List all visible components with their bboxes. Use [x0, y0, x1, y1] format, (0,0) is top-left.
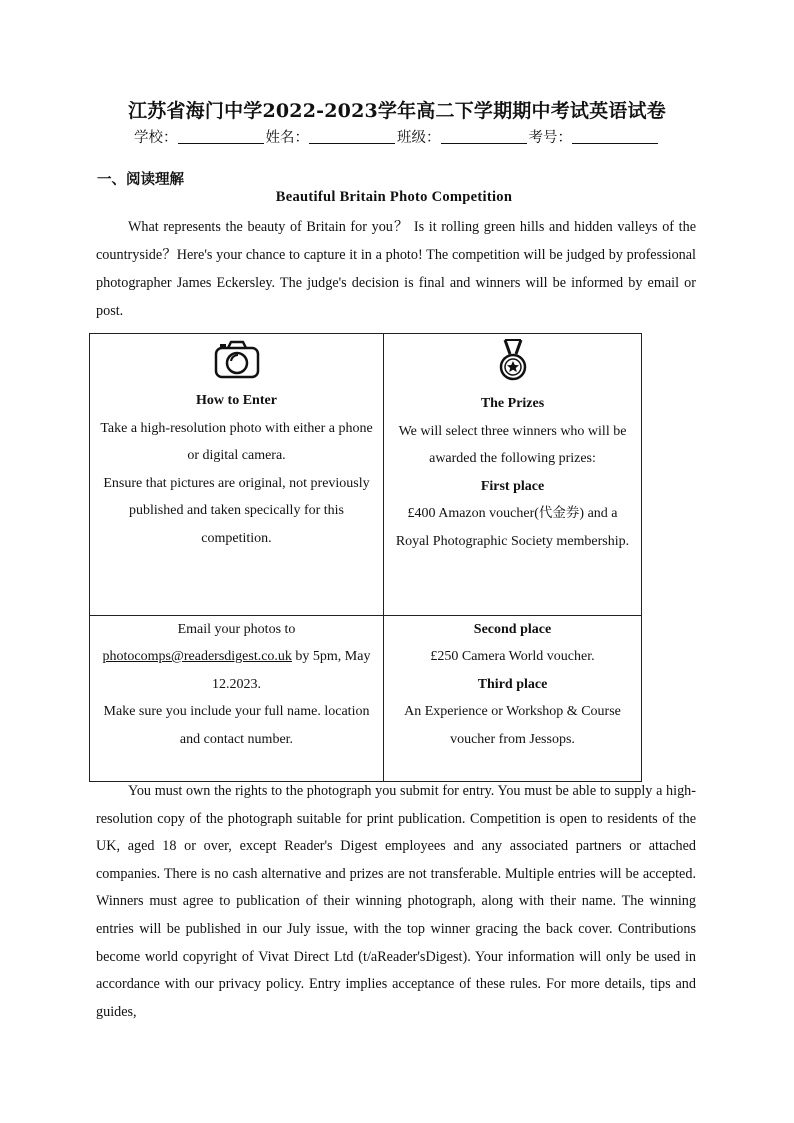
- third-place-text-2: voucher from Jessops.: [450, 731, 575, 747]
- exam-title: 江苏省海门中学2022-2023学年高二下学期期中考试英语试卷: [128, 100, 666, 122]
- email-requirements: Make sure you include your full name. location and contact number.: [103, 704, 370, 747]
- class-blank: [441, 129, 527, 144]
- number-blank: [572, 129, 658, 144]
- section-heading: 一、阅读理解: [97, 172, 184, 188]
- rules-paragraph: You must own the rights to the photograph you submit for entry. You must be able to supply a high-resolution copy of the photograph suitable for print publication. Competition is open to residents of the UK, aged 18 or over, except Reader's Digest employees and any associated partners or attached companies. There is no cash alternative and prizes are not transferable. Multiple entries will be accepted. Winners must agree to publication of their winning photograph, along with their name. The winning entries will be published in our July issue, with the top winner gracing the back cover. Contributions become world copyright of Vivat Direct Ltd (t/aReader'sDigest). Your information will only be used in accordance with our privacy policy. Entry implies acceptance of these rules. For more details, tips and guides,: [96, 783, 696, 1020]
- first-place-heading: First place: [480, 478, 545, 494]
- prizes-intro-2: awarded the following prizes:: [429, 451, 596, 466]
- how-to-enter-cell: [90, 334, 384, 616]
- first-place-text: [392, 500, 633, 555]
- camera-icon: [98, 334, 375, 388]
- email-cell: [90, 615, 384, 781]
- second-place-heading: Second place: [473, 621, 552, 637]
- email-link[interactable]: photocomps@readersdigest.co.uk: [102, 649, 292, 665]
- enter-instructions-1: Take a high-resolution photo with either a phone or digital camera.: [100, 420, 373, 463]
- first-prize-text-a: £400 Amazon voucher(: [407, 506, 539, 521]
- third-place-text-1: An Experience or Workshop & Course: [404, 704, 621, 720]
- name-blank: [309, 129, 395, 144]
- enter-instructions-2: Ensure that pictures are original, not previously published and taken specically for this competition.: [103, 475, 370, 546]
- prizes-intro-1: We will select three winners who will be: [398, 423, 627, 439]
- passage-title: Beautiful Britain Photo Competition: [275, 189, 513, 205]
- email-intro: Email your photos to: [177, 621, 296, 637]
- third-place-heading: Third place: [477, 676, 548, 692]
- more-prizes-cell: [384, 615, 642, 781]
- name-label: 姓名：: [265, 130, 309, 146]
- email-address-line: [98, 643, 375, 698]
- first-prize-text-b: ) and a Royal Photographic Society membership.: [395, 506, 630, 549]
- number-label: 考号：: [528, 130, 572, 146]
- competition-table: [89, 333, 642, 782]
- how-to-enter-heading: How to Enter: [196, 393, 277, 408]
- prizes-heading: The Prizes: [480, 396, 545, 411]
- second-place-text: £250 Camera World voucher.: [430, 649, 595, 665]
- school-blank: [178, 129, 264, 144]
- intro-paragraph: What represents the beauty of Britain for you？ Is it rolling green hills and hidden valleys of the countryside？Here's your chance to capture it in a photo! The competition will be judged by professional photographer James Eckersley. The judge's decision is final and winners will be informed by email or post.: [96, 219, 696, 319]
- prizes-cell: [384, 334, 642, 616]
- first-prize-cn: 代金券: [538, 505, 580, 521]
- email-deadline: by 5pm, May 12.2023.: [212, 649, 371, 692]
- medal-icon: [392, 334, 633, 388]
- class-label: 班级：: [397, 130, 441, 146]
- student-info-line: [0, 126, 794, 147]
- school-label: 学校：: [134, 130, 178, 146]
